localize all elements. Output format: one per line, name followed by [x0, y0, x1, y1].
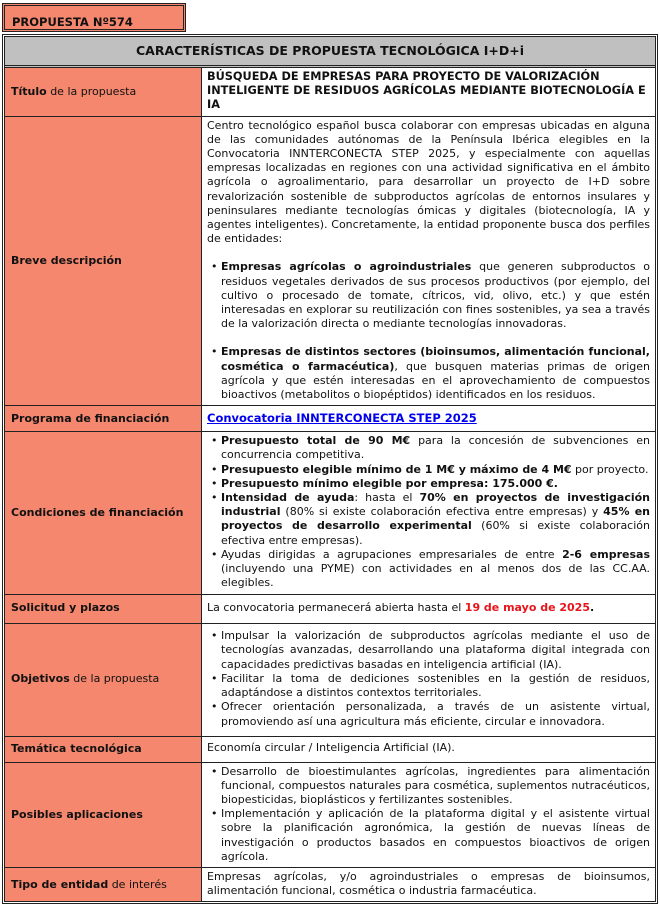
proposal-title: BÚSQUEDA DE EMPRESAS PARA PROYECTO DE VALORIZACIÓN INTELIGENTE DE RESIDUOS AGRÍCOLAS MEDIANTE BIOTECNOLOGÍA E IA — [202, 68, 656, 116]
proposal-table — [2, 34, 658, 904]
b: 45% en proyectos de desarrollo experimental — [221, 505, 651, 533]
item-text: que generen subproductos o residuos vegetales derivados de sus procesos productivos (por ejemplo, del cultivo o procesado de tomate, cítricos, vid, olivo, etc.) y que estén interesadas en explorar su reutilización con fines sostenibles, ya sea a través de la valorización directa o mediante tecnologías innovadoras. — [221, 260, 650, 331]
item-text: , que busquen materias primas de origen agrícola y que estén interesadas en el aprovechamiento de compuestos bioactivos (metabolitos o biopéptidos) identificados en los residuos. — [221, 359, 650, 402]
label-solicitud — [5, 594, 202, 623]
label-entidad — [5, 867, 202, 901]
proposal-number: PROPUESTA Nº574 — [2, 3, 186, 32]
deadline-end: . — [589, 600, 595, 614]
label-rest: de la propuesta — [69, 672, 160, 686]
objectives-list — [207, 629, 650, 728]
deadline-value — [202, 594, 656, 623]
row-solicitud — [5, 594, 655, 623]
list-item — [221, 548, 650, 591]
list-item: • Ofrecer orientación personalizada, a través de un asistente virtual, promoviendo así una agricultura más eficiente, circular e innovadora. — [221, 700, 650, 728]
list-item — [221, 463, 650, 477]
row-objetivos — [5, 623, 655, 736]
row-aplicaciones — [5, 762, 655, 867]
label-bold: Objetivos — [11, 672, 70, 686]
applications-list — [207, 765, 650, 864]
label-text: Breve descripción — [11, 253, 122, 267]
item-bold: Empresas agrícolas o agroindustriales — [221, 260, 472, 274]
label-text: Posibles aplicaciones — [11, 807, 143, 821]
program-link[interactable]: Convocatoria INNTERCONECTA STEP 2025 — [207, 410, 477, 425]
label-text: Condiciones de financiación — [11, 505, 184, 519]
b: Intensidad de ayuda — [221, 491, 355, 505]
profile-list — [207, 260, 650, 331]
label-bold: Título — [11, 84, 47, 98]
b: Presupuesto elegible mínimo de 1 M€ y máximo de 4 M€ — [221, 462, 572, 476]
label-text: Programa de financiación — [11, 411, 170, 425]
label-condiciones — [5, 432, 202, 594]
profile-list-2 — [207, 345, 650, 402]
t: Ayudas dirigidas a agrupaciones empresariales de entre — [221, 547, 563, 561]
b: 2-6 empresas — [562, 547, 650, 561]
label-bold: Tipo de entidad — [11, 877, 109, 891]
conditions-value — [202, 432, 656, 594]
b: 70% en proyectos de investigación industrial — [221, 491, 650, 519]
row-entidad — [5, 867, 655, 901]
list-item — [221, 491, 650, 548]
entity-value: Empresas agrícolas, y/o agroindustriales o empresas de bioinsumos, alimentación funcional, cosmética o industria farmacéutica. — [202, 867, 656, 901]
t: para la concesión de subvenciones en concurrencia competitiva. — [221, 434, 651, 462]
list-item — [221, 260, 650, 331]
list-item — [221, 345, 650, 402]
item-bold: Empresas de distintos sectores (bioinsumos, alimentación funcional, cosmética o farmacéutica) — [221, 345, 650, 373]
deadline-date: 19 de mayo de 2025 — [464, 600, 590, 614]
label-rest: de la propuesta — [46, 84, 137, 98]
row-programa — [5, 406, 655, 432]
label-text: Temática tecnológica — [11, 741, 142, 755]
t: (80% si existe colaboración efectiva entre empresas) y — [280, 505, 604, 519]
row-condiciones — [5, 432, 655, 594]
description-value — [202, 116, 656, 406]
conditions-list — [207, 434, 650, 590]
b: Presupuesto mínimo elegible por empresa: 175.000 €. — [221, 476, 558, 490]
theme-value: Economía circular / Inteligencia Artificial (IA). — [202, 736, 656, 762]
label-aplicaciones — [5, 762, 202, 867]
description-intro: Centro tecnológico español busca colaborar con empresas ubicadas en alguna de las comunidades autónomas de la Península Ibérica elegibles en la Convocatoria INNTERCONECTA STEP 2025, y especialmente con aquellas empresas localizadas en regiones con una actividad significativa en el ámbito agrícola o agroalimentario, para desarrollar un proyecto de I+D sobre revalorización sostenible de subproductos agrícolas de entornos insulares y peninsulares mediante tecnologías ómicas y digitales (biotecnología, IA y agentes inteligentes). Concretamente, la entidad proponente busca dos perfiles de entidades: — [207, 118, 650, 246]
list-item — [221, 477, 650, 491]
t: : hasta el — [354, 491, 420, 505]
list-item: • Facilitar la toma de dediciones sostenibles en la gestión de residuos, adaptándose a distintos contextos territoriales. — [221, 672, 650, 700]
label-text: Solicitud y plazos — [11, 601, 120, 615]
deadline-text: La convocatoria permanecerá abierta hasta el — [207, 600, 465, 614]
t: (incluyendo una PYME) con actividades en al menos dos de las CC.AA. elegibles. — [221, 562, 650, 590]
label-objetivos — [5, 623, 202, 736]
t: por proyecto. — [571, 462, 649, 476]
list-item — [221, 434, 650, 462]
list-item: • Impulsar la valorización de subproductos agrícolas mediante el uso de tecnologías avanzadas, desarrollando una plataforma digital integrada con capacidades predictivas basadas en inteligencia artificial (IA). — [221, 629, 650, 672]
label-programa — [5, 406, 202, 432]
row-titulo — [5, 68, 655, 116]
label-descripcion — [5, 116, 202, 406]
label-rest: de interés — [108, 877, 167, 891]
row-descripcion — [5, 116, 655, 406]
list-item: • Desarrollo de bioestimulantes agrícolas, ingredientes para alimentación funcional, compuestos naturales para cosmética, suplementos nutracéuticos, biopesticidas, bioplásticos y fertilizantes sostenibles. — [221, 765, 650, 808]
objectives-value — [202, 623, 656, 736]
b: Presupuesto total de 90 M€ — [221, 434, 411, 448]
t: (60% si existe colaboración efectiva entre empresas). — [221, 519, 650, 547]
label-tematica — [5, 736, 202, 762]
applications-value — [202, 762, 656, 867]
row-tematica — [5, 736, 655, 762]
section-header: CARACTERÍSTICAS DE PROPUESTA TECNOLÓGICA I+D+i — [5, 37, 655, 68]
program-value — [202, 406, 656, 432]
label-titulo — [5, 68, 202, 116]
list-item: • Implementación y aplicación de la plataforma digital y el asistente virtual sobre la planificación agronómica, la gestión de nuevas líneas de investigación o productos basados en compuestos bioactivos de origen agrícola. — [221, 807, 650, 864]
